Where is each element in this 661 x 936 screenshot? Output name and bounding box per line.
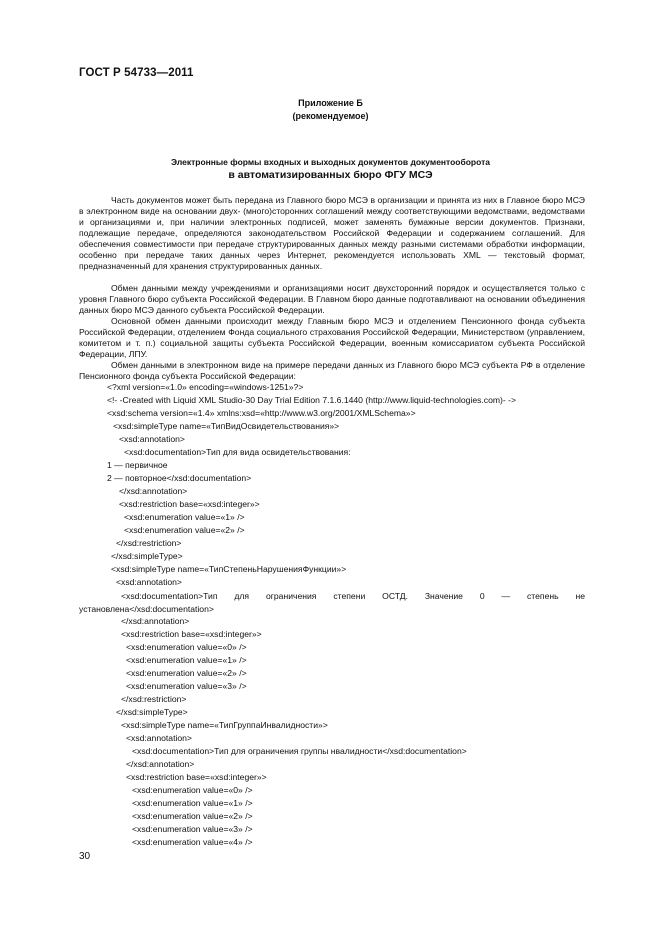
code-line: <xsd:annotation>	[116, 577, 182, 587]
section-title-line2: в автоматизированных бюро ФГУ МСЭ	[228, 169, 433, 181]
code-line-wrapped: <xsd:documentation>Тип для ограничения степени ОСТД. Значение 0 — степень не установлена</xsd:documentation>	[79, 591, 585, 614]
paragraph-1: Часть документов может быть передана из Главного бюро МСЭ в организации и принята из них в Главное бюро МСЭ в электронном виде на основании двух- (много)сторонних соглашений между соответствующими ведомствами, ведомствами и организациями и, при наличии электронных подписей, может заменять бумажные версии документов. Признаки, подлежащие передаче, определяются законодательством Российской Федерации и содержанием соглашений. Для обеспечения совместимости при передаче структурированных данных между разными системами обработки информации, особенно при передаче таких данных через Интернет, рекомендуется использовать XML — текстовый формат, предназначенный для хранения структурированных данных.	[79, 195, 585, 271]
code-line: <xsd:enumeration value=«0» />	[132, 785, 253, 795]
code-line: <xsd:enumeration value=«3» />	[132, 824, 253, 834]
code-line: </xsd:annotation>	[121, 616, 190, 626]
code-line: <xsd:enumeration value=«1» />	[124, 512, 245, 522]
code-line: <xsd:restriction base=«xsd:integer»>	[119, 499, 260, 509]
code-line: <xsd:enumeration value=«4» />	[132, 837, 253, 847]
appendix-note: (рекомендуемое)	[292, 111, 369, 121]
code-line: <xsd:annotation>	[119, 434, 185, 444]
code-line: <xsd:schema version=«1.4» xmlns:xsd=«http://www.w3.org/2001/XMLSchema»>	[107, 408, 416, 418]
code-line: </xsd:simpleType>	[116, 707, 188, 717]
code-line: </xsd:restriction>	[116, 538, 182, 548]
code-line: <xsd:restriction base=«xsd:integer»>	[121, 629, 262, 639]
code-line: </xsd:restriction>	[121, 694, 187, 704]
code-line: <?xml version=«1.0» encoding=«windows-1251»?>	[107, 382, 304, 392]
code-line: 2 — повторное</xsd:documentation>	[107, 473, 252, 483]
code-line: <xsd:documentation>Тип для ограничения группы нвалидности</xsd:documentation>	[132, 746, 467, 756]
section-title-line1: Электронные формы входных и выходных документов документооборота	[171, 157, 490, 167]
code-line: <xsd:enumeration value=«3» />	[126, 681, 247, 691]
paragraph-3: Основной обмен данными происходит между Главным бюро МСЭ и отделением Пенсионного фонда субъекта Российской Федерации, отделением Фонда социального страхования Российской Федерации, Министерством (управлением, комитетом и т. п.) социальной защиты субъекта Российской Федерации, военным комиссариатом субъекта Российской Федерации, ЛПУ.	[79, 316, 585, 359]
code-line: <xsd:enumeration value=«2» />	[124, 525, 245, 535]
code-line: 1 — первичное	[107, 460, 168, 470]
code-line: <xsd:enumeration value=«1» />	[132, 798, 253, 808]
paragraph-2: Обмен данными между учреждениями и организациями носит двухсторонний порядок и осуществляется только с уровня Главного бюро субъекта Российской Федерации. В Главном бюро данные подготавливают на основании объединения данных бюро МСЭ данного субъекта Российской Федерации.	[79, 283, 585, 315]
code-line: <xsd:enumeration value=«0» />	[126, 642, 247, 652]
code-line: </xsd:annotation>	[119, 486, 188, 496]
code-line: <xsd:documentation>Тип для вида освидетельствования:	[124, 447, 351, 457]
standard-header: ГОСТ Р 54733—2011	[79, 67, 194, 79]
code-line: </xsd:simpleType>	[111, 551, 183, 561]
code-line: <xsd:restriction base=«xsd:integer»>	[126, 772, 267, 782]
code-line: <xsd:enumeration value=«1» />	[126, 655, 247, 665]
code-line: </xsd:annotation>	[126, 759, 195, 769]
code-line: <xsd:annotation>	[126, 733, 192, 743]
paragraph-4: Обмен данными в электронном виде на примере передачи данных из Главного бюро МСЭ субъекта РФ в отделение Пенсионного фонда субъекта Российской Федерации:	[79, 360, 585, 381]
code-line: <xsd:simpleType name=«ТипСтепеньНарушенияФункции»>	[111, 564, 347, 574]
code-line: <xsd:enumeration value=«2» />	[132, 811, 253, 821]
page-number: 30	[79, 851, 91, 862]
code-line: <xsd:simpleType name=«ТипВидОсвидетельствования»>	[113, 421, 340, 431]
code-line: <xsd:enumeration value=«2» />	[126, 668, 247, 678]
appendix-title: Приложение Б	[298, 98, 363, 108]
code-line: <!- -Created with Liquid XML Studio-30 Day Trial Edition 7.1.6.1440 (http://www.liquid-technologies.com)- ->	[107, 395, 517, 405]
code-line: <xsd:simpleType name=«ТипГруппаИнвалидности»>	[121, 720, 328, 730]
